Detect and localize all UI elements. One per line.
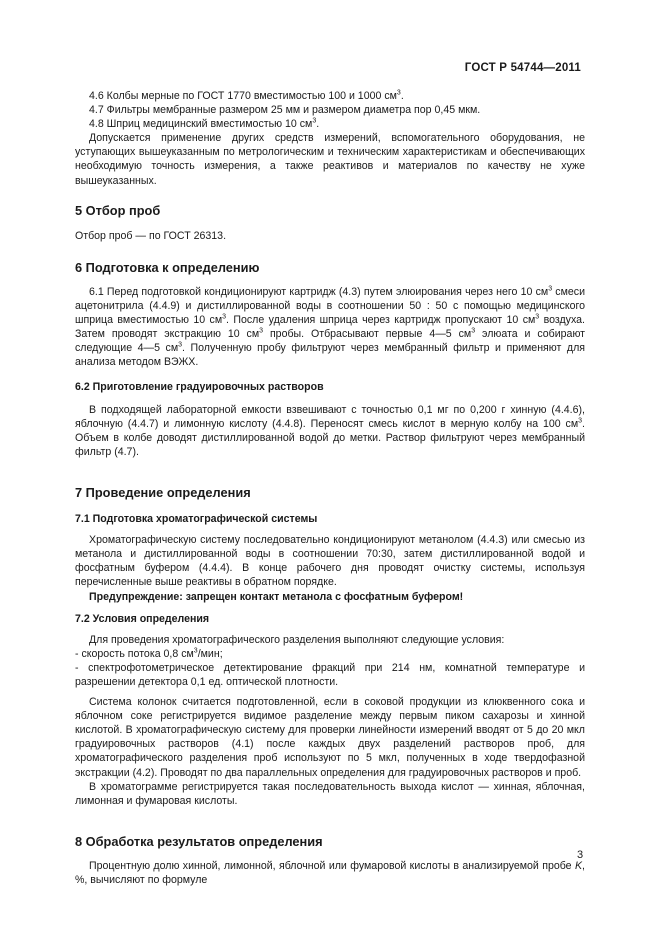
subsection-6-2-title: 6.2 Приготовление градуировочных растворов [75,380,324,393]
condition-detection: - спектрофотометрическое детектирование фракций при 214 нм, комнатной температуре и разрешении детектора 0,1 ед. оптической плотности. [75,661,585,688]
equipment-note: Допускается применение других средств измерений, вспомогательного оборудования, не уступающих вышеуказанным по метрологическим и техническим характеристикам и обеспечивающих необходимую точность измерения, а также реактивов и материалов по качеству не хуже вышеуказанных. [75,132,585,187]
page-number: 3 [577,849,584,861]
paragraph-chromatogram: В хроматограмме регистрируется такая последовательность выхода кислот — хинная, яблочная, лимонная и фумаровая кислоты. [75,780,585,807]
section-5-title: 5 Отбор проб [75,202,161,218]
paragraph-7-1: Хроматографическую систему последовательно кондиционируют метанолом (4.4.3) или смесью из метанола и дистиллированной воды в соотношении 70:30, затем дистиллированной водой и фосфатным буфером (4.4.4). В конце рабочего дня проводят очистку системы, используя перечисленные выше реактивы в обратном порядке. [75,534,585,589]
paragraph-6-1: 6.1 Перед подготовкой кондиционируют картридж (4.3) путем элюирования через него 10 $см^3$ смеси ацетонитрила (4.4.9) и дистиллированной воды в соотношении 50 : 50 с помощью медицинского шприца вместимостью 10 $см^3$. После удаления шприца через картридж пропускают 10 $см^3$ воздуха. Затем проводят экстракцию 10 $см^3$ пробы. Отбрасывают первые 4—5 $см^3$ элюата и собирают следующие 4—5 $см^3$. Полученную пробу фильтруют через мембранный фильтр и применяют для анализа методом ВЭЖХ. [75,285,586,369]
section-6-title: 6 Подготовка к определению [75,259,260,275]
item-4-6: 4.6 Колбы мерные по ГОСТ 1770 вместимостью 100 и 1000 $см^3$. [89,89,404,102]
page-content [75,89,585,887]
section-8-title: 8 Обработка результатов определения [75,833,323,849]
paragraph-8: Процентную долю хинной, лимонной, яблочной или фумаровой кислоты в анализируемой пробе K, %, вычисляют по формуле [75,859,585,887]
warning-text: Предупреждение: запрещен контакт метанола с фосфатным буфером! [89,590,464,603]
subsection-7-2-title: 7.2 Условия определения [75,612,210,625]
document-code: ГОСТ Р 54744—2011 [464,62,581,74]
paragraph-column-system: Система колонок считается подготовленной, если в соковой продукции из клюквенного сока и яблочном соке регистрируется видимое разделение между первым пиком сахарозы и хинной кислотой. В хроматографическую систему для проверки линейности измерений вводят от 5 до 20 мкл градуировочных растворов (4.1) после каждых двух разделений растворов проб, для хроматографического разделения проб используют по 5 мкл, полученных в ходе твердофазной экстракции (4.2). Проводят по два параллельных определения для градуировочных растворов и проб. [75,696,585,779]
paragraph-6-2: В подходящей лабораторной емкости взвешивают с точностью 0,1 мг по 0,200 г хинную (4.4.6), яблочную (4.4.7) и лимонную кислоту (4.4.8). Переносят смесь кислот в мерную колбу на 100 $см^3$. Объем в колбе доводят дистиллированной водой до метки. Раствор фильтруют через мембранный фильтр (4.7). [75,403,585,458]
section-5-text: Отбор проб — по ГОСТ 26313. [75,229,227,242]
paragraph-7-2-intro: Для проведения хроматографического разделения выполняют следующие условия: [89,633,505,646]
subsection-7-1-title: 7.1 Подготовка хроматографической системы [75,513,318,526]
item-4-7: 4.7 Фильтры мембранные размером 25 мм и размером диаметра пор 0,45 мкм. [89,104,481,117]
condition-flow-rate: - скорость потока 0,8 $см^3$/мин; [75,647,223,660]
item-4-8: 4.8 Шприц медицинский вместимостью 10 $см^3$. [89,117,320,131]
section-7-title: 7 Проведение определения [75,484,251,500]
